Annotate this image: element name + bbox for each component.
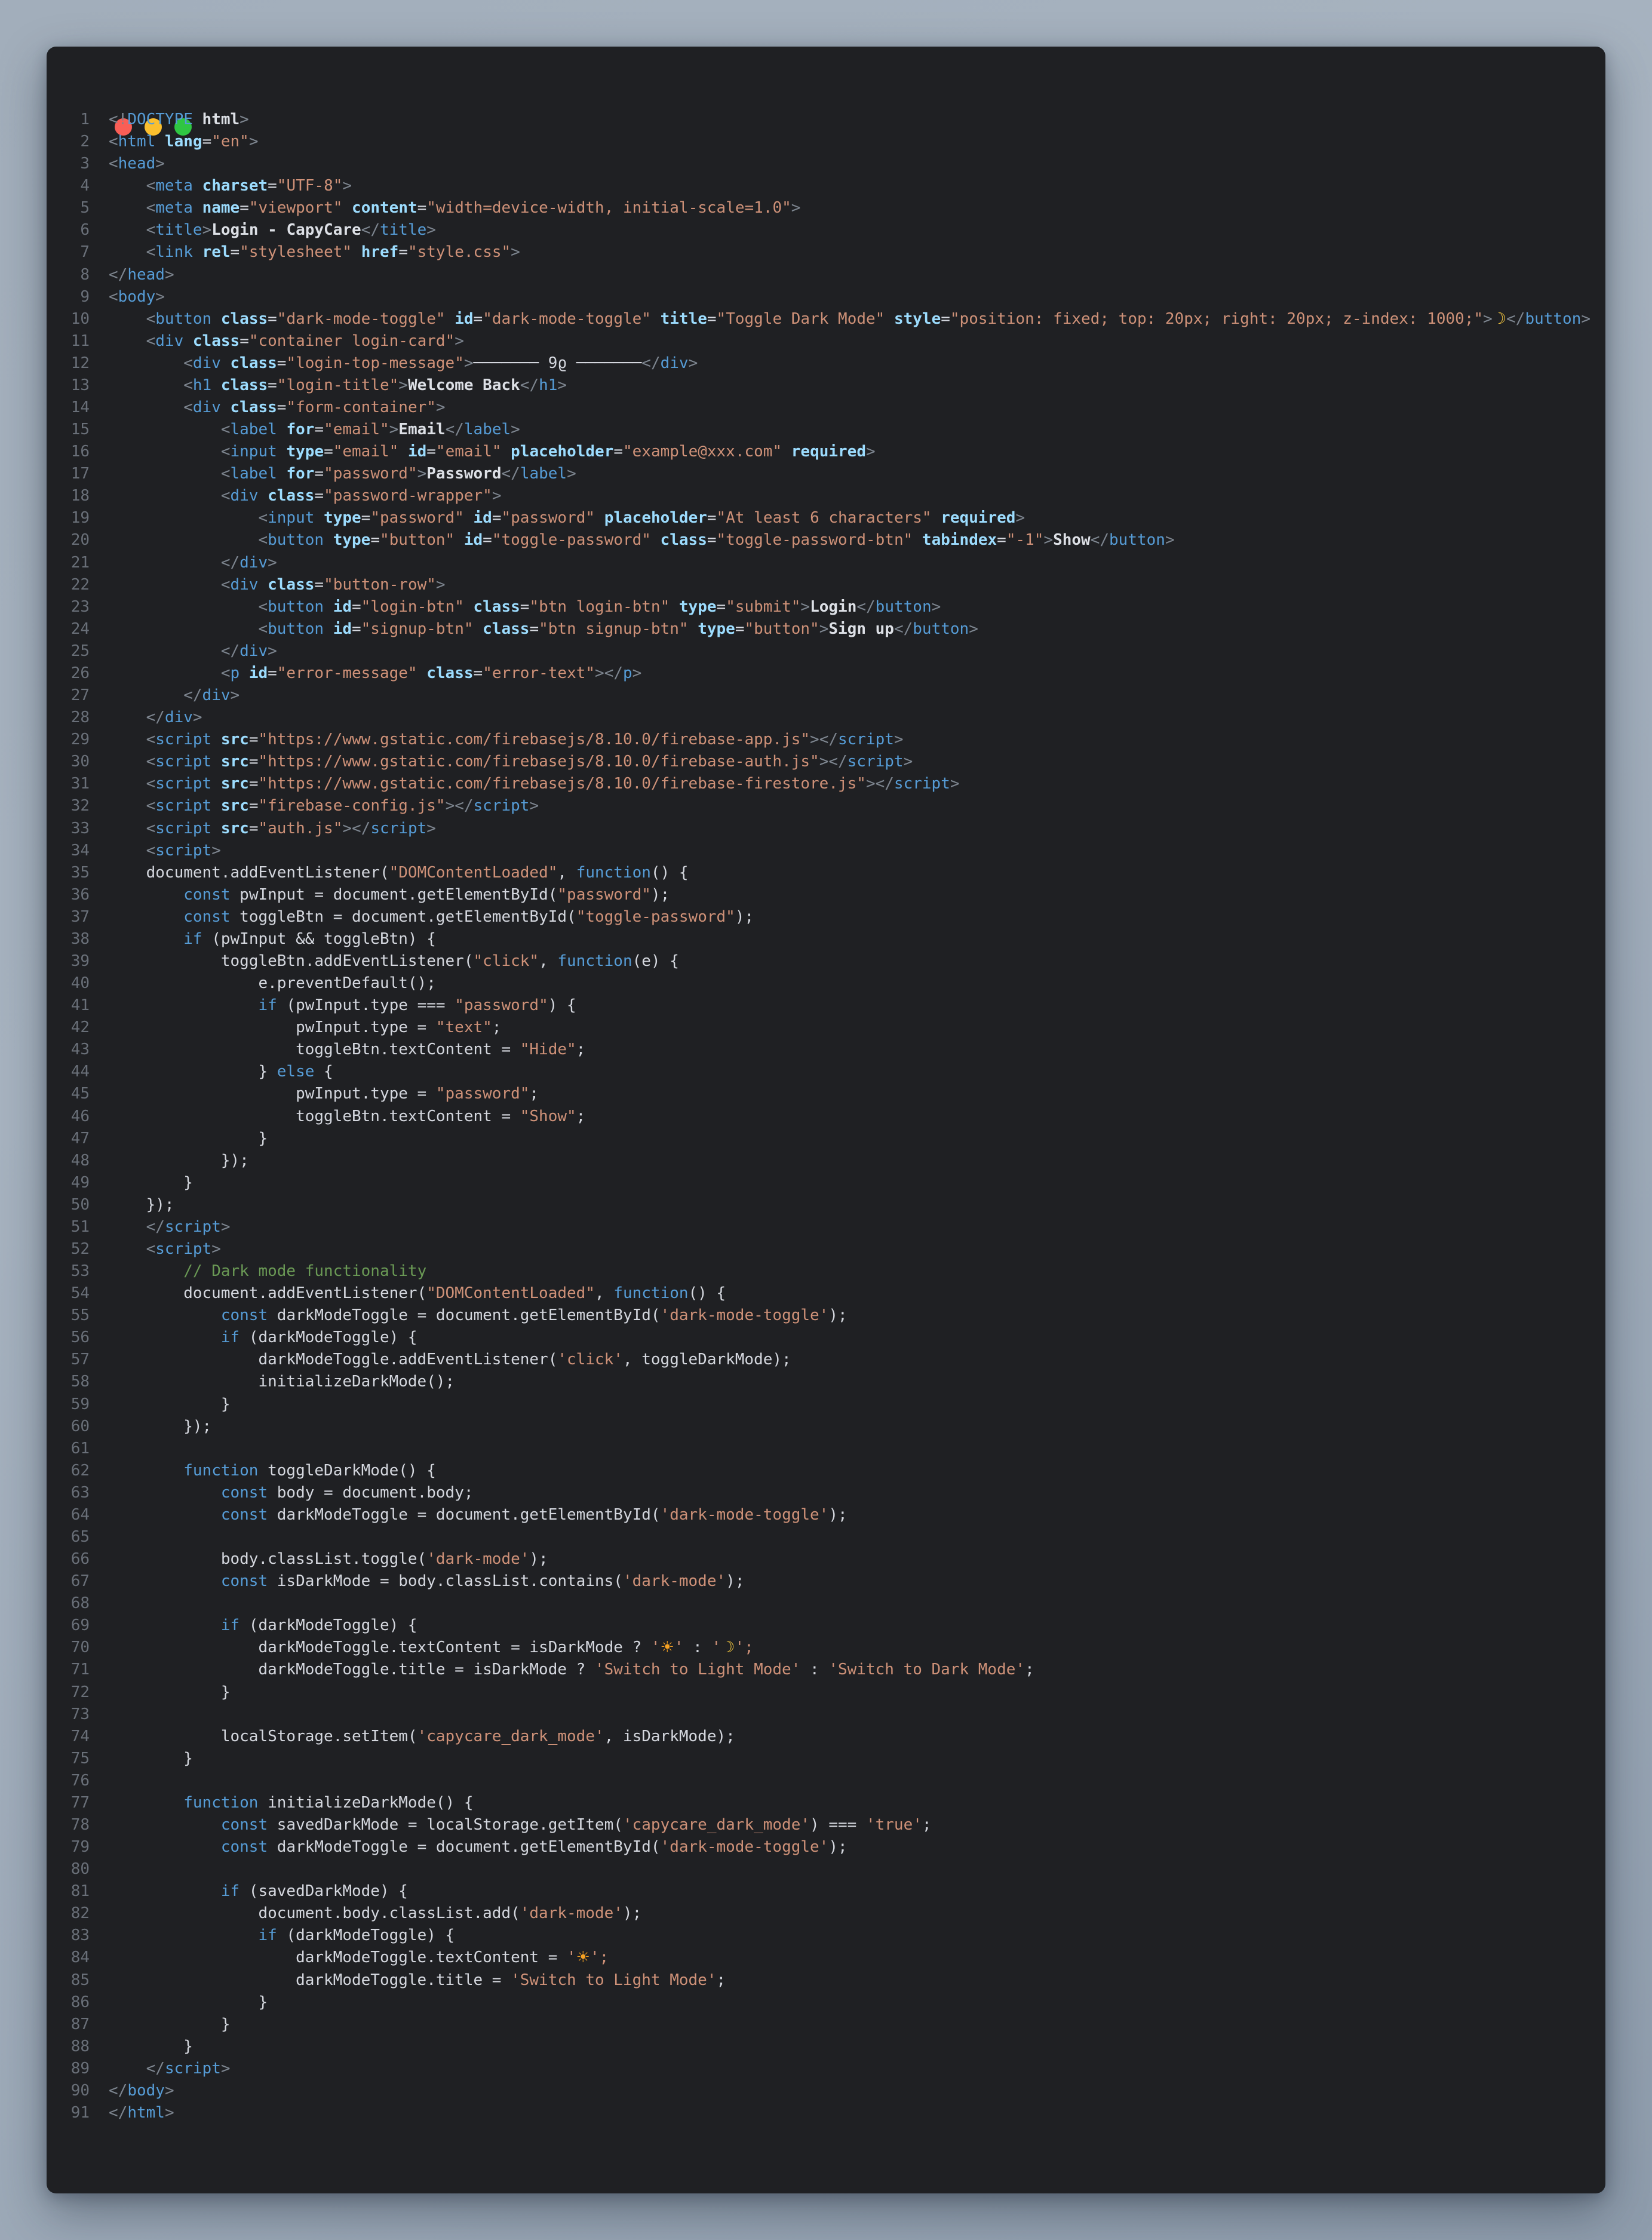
line-number: 2 — [80, 133, 90, 151]
line-number: 80 — [70, 1860, 90, 1879]
line-number: 61 — [70, 1439, 90, 1457]
code-line-content: e.preventDefault(); — [109, 974, 436, 993]
code-line — [47, 1880, 1605, 1903]
moon-icon: ☽ — [1492, 309, 1507, 328]
line-number: 55 — [70, 1306, 90, 1325]
code-line — [47, 1349, 1605, 1371]
code-line-content: function initializeDarkMode() { — [183, 1793, 474, 1812]
code-line-content: const darkModeToggle = document.getElementById('dark-mode-toggle'); — [220, 1505, 848, 1524]
line-number: 6 — [80, 221, 90, 240]
code-line-content: <title>Login - CapyCare</title> — [146, 221, 436, 240]
sun-icon: ☀ — [576, 1949, 590, 1967]
code-line — [47, 574, 1605, 596]
line-number: 24 — [70, 619, 90, 638]
code-line — [47, 795, 1605, 817]
code-line-content: } — [109, 1993, 268, 2011]
line-number: 27 — [70, 686, 90, 705]
line-number: 81 — [70, 1882, 90, 1901]
code-line — [47, 219, 1605, 241]
code-line — [47, 175, 1605, 197]
code-line — [47, 552, 1605, 574]
line-number: 11 — [70, 332, 90, 350]
code-line — [47, 1836, 1605, 1858]
line-number: 12 — [70, 354, 90, 372]
code-line — [47, 1792, 1605, 1814]
code-line-content: <h1 class="login-title">Welcome Back</h1> — [183, 376, 567, 394]
line-number: 82 — [70, 1904, 90, 1923]
code-line-content: if (darkModeToggle) { — [220, 1616, 417, 1635]
line-number: 44 — [70, 1063, 90, 1081]
code-line — [47, 995, 1605, 1017]
code-line-content: const isDarkMode = body.classList.contains('dark-mode'); — [220, 1572, 745, 1591]
code-line — [47, 2036, 1605, 2058]
line-number: 4 — [80, 177, 90, 195]
line-number: 90 — [70, 2081, 90, 2100]
line-number: 60 — [70, 1417, 90, 1435]
code-line — [47, 1194, 1605, 1216]
code-line — [47, 1172, 1605, 1194]
line-number: 23 — [70, 597, 90, 616]
code-line-content: initializeDarkMode(); — [109, 1373, 455, 1391]
code-line-content: <!DOCTYPE html> — [109, 111, 249, 128]
code-line — [47, 1681, 1605, 1704]
window-titlebar — [47, 47, 1605, 112]
line-number: 72 — [70, 1683, 90, 1701]
code-line — [47, 375, 1605, 397]
code-line-content: </head> — [109, 265, 174, 284]
code-line-content: </div> — [146, 708, 202, 727]
code-line — [47, 308, 1605, 330]
line-number: 43 — [70, 1041, 90, 1059]
code-line — [47, 840, 1605, 862]
code-line-content: <meta charset="UTF-8"> — [146, 177, 352, 195]
code-line-content: </html> — [109, 2104, 174, 2122]
code-line — [47, 2014, 1605, 2036]
line-number: 22 — [70, 575, 90, 594]
code-line — [47, 153, 1605, 175]
line-number: 69 — [70, 1616, 90, 1635]
code-line — [47, 1570, 1605, 1592]
line-number: 89 — [70, 2059, 90, 2078]
code-line — [47, 950, 1605, 972]
line-number: 29 — [70, 731, 90, 749]
line-number: 35 — [70, 863, 90, 882]
code-line — [47, 928, 1605, 950]
line-number: 52 — [70, 1239, 90, 1258]
line-number: 28 — [70, 708, 90, 727]
line-number: 87 — [70, 2015, 90, 2033]
code-line-content: <div class="password-wrapper"> — [220, 487, 502, 505]
line-number: 51 — [70, 1217, 90, 1236]
code-line — [47, 1858, 1605, 1880]
code-line — [47, 1726, 1605, 1748]
line-number: 21 — [70, 553, 90, 572]
code-line — [47, 1216, 1605, 1238]
code-line-content: <button id="signup-btn" class="btn signup-btn" type="button">Sign up</button> — [258, 619, 978, 638]
code-line-content: } — [109, 2015, 231, 2033]
code-line-content: if (darkModeToggle) { — [220, 1328, 417, 1347]
line-number: 7 — [80, 243, 90, 262]
code-line-content: if (pwInput.type === "password") { — [258, 996, 576, 1015]
code-line — [47, 1748, 1605, 1770]
code-line-content: } — [109, 2037, 193, 2055]
line-number: 10 — [70, 309, 90, 328]
code-line — [47, 1814, 1605, 1836]
code-line-content: <script> — [146, 841, 221, 860]
code-line — [47, 773, 1605, 795]
code-line — [47, 1925, 1605, 1947]
code-line — [47, 1482, 1605, 1504]
code-line — [47, 1460, 1605, 1482]
code-line-content: const pwInput = document.getElementById("password"); — [183, 885, 670, 904]
line-number: 9 — [80, 287, 90, 306]
line-number: 20 — [70, 531, 90, 550]
code-line-content: <html lang="en"> — [109, 133, 259, 151]
line-number: 26 — [70, 664, 90, 682]
code-line — [47, 1947, 1605, 1969]
code-line — [47, 1770, 1605, 1792]
line-number: 13 — [70, 376, 90, 394]
line-number: 25 — [70, 642, 90, 660]
code-line — [47, 131, 1605, 153]
code-line-content: <input type="password" id="password" placeholder="At least 6 characters" required> — [258, 509, 1025, 527]
line-number: 46 — [70, 1107, 90, 1125]
code-line-content: darkModeToggle.textContent = '☀'; — [109, 1949, 609, 1967]
code-area — [47, 109, 1605, 2124]
line-number: 15 — [70, 421, 90, 439]
code-line — [47, 1260, 1605, 1282]
code-line-content: darkModeToggle.title = isDarkMode ? 'Switch to Light Mode' : 'Switch to Dark Mode'; — [109, 1661, 1034, 1679]
line-number: 83 — [70, 1926, 90, 1945]
line-number: 54 — [70, 1284, 90, 1303]
code-line-content: <script src="https://www.gstatic.com/firebasejs/8.10.0/firebase-auth.js"></script> — [146, 753, 913, 771]
code-line — [47, 1504, 1605, 1526]
code-line — [47, 286, 1605, 308]
code-line-content: darkModeToggle.addEventListener('click', toggleDarkMode); — [109, 1351, 791, 1369]
code-line — [47, 1903, 1605, 1925]
code-line-content: </div> — [220, 642, 277, 660]
line-number: 32 — [70, 797, 90, 815]
line-number: 58 — [70, 1373, 90, 1391]
code-line — [47, 2102, 1605, 2124]
code-line-content: </script> — [146, 1217, 231, 1236]
line-number: 40 — [70, 974, 90, 993]
code-line-content: toggleBtn.textContent = "Hide"; — [109, 1041, 586, 1059]
code-line — [47, 330, 1605, 352]
code-line-content: body.classList.toggle('dark-mode'); — [109, 1550, 548, 1569]
code-line — [47, 507, 1605, 529]
code-line-content: if (savedDarkMode) { — [220, 1882, 408, 1901]
line-number: 49 — [70, 1173, 90, 1192]
code-line-content: }); — [109, 1151, 249, 1170]
code-line — [47, 1017, 1605, 1039]
code-line — [47, 1637, 1605, 1659]
code-line-content: </div> — [183, 686, 240, 705]
code-line-content: } else { — [109, 1063, 333, 1081]
code-line — [47, 1394, 1605, 1416]
line-number: 76 — [70, 1771, 90, 1790]
line-number: 85 — [70, 1971, 90, 1989]
code-line-content: document.body.classList.add('dark-mode'); — [109, 1904, 642, 1923]
code-line-content: localStorage.setItem('capycare_dark_mode', isDarkMode); — [109, 1727, 735, 1745]
line-number: 68 — [70, 1594, 90, 1613]
code-line — [47, 441, 1605, 463]
code-line — [47, 197, 1605, 219]
line-number: 73 — [70, 1705, 90, 1723]
code-line — [47, 1704, 1605, 1726]
line-number: 1 — [80, 111, 90, 128]
line-number: 88 — [70, 2037, 90, 2055]
code-line-content: </body> — [109, 2081, 174, 2100]
line-number: 79 — [70, 1838, 90, 1857]
code-line-content: const savedDarkMode = localStorage.getItem('capycare_dark_mode') === 'true'; — [220, 1816, 932, 1834]
line-number: 42 — [70, 1018, 90, 1037]
code-line — [47, 463, 1605, 485]
code-line — [47, 1150, 1605, 1172]
code-line-content: } — [109, 1173, 193, 1192]
line-number: 18 — [70, 487, 90, 505]
code-line-content: } — [109, 1129, 268, 1147]
line-number: 45 — [70, 1085, 90, 1103]
line-number: 5 — [80, 199, 90, 217]
code-line-content: <div class="container login-card"> — [146, 332, 464, 350]
code-line — [47, 1039, 1605, 1061]
code-line-content: <button class="dark-mode-toggle" id="dark-mode-toggle" title="Toggle Dark Mode" style="position: fixed; top: 20px; right: 20px; z-index: 1000;">☽</button> — [146, 309, 1591, 328]
code-line — [47, 1061, 1605, 1083]
code-line-content: }); — [109, 1417, 212, 1435]
code-line — [47, 1282, 1605, 1305]
code-line — [47, 485, 1605, 507]
code-line-content: toggleBtn.addEventListener("click", function(e) { — [109, 952, 679, 970]
code-line-content: pwInput.type = "password"; — [109, 1085, 539, 1103]
code-line — [47, 1128, 1605, 1150]
sun-icon: ☀ — [660, 1638, 674, 1657]
line-number: 59 — [70, 1395, 90, 1413]
line-number: 39 — [70, 952, 90, 970]
code-line-content: if (darkModeToggle) { — [258, 1926, 455, 1945]
line-number: 47 — [70, 1129, 90, 1147]
line-number: 84 — [70, 1949, 90, 1967]
code-line-content: function toggleDarkMode() { — [183, 1461, 436, 1480]
line-number: 71 — [70, 1661, 90, 1679]
line-number: 38 — [70, 929, 90, 948]
line-number: 48 — [70, 1151, 90, 1170]
line-number: 91 — [70, 2104, 90, 2122]
code-line-content: <head> — [109, 155, 165, 173]
line-number: 31 — [70, 775, 90, 793]
code-line — [47, 640, 1605, 662]
line-number: 37 — [70, 907, 90, 926]
code-line-content: const darkModeToggle = document.getElementById('dark-mode-toggle'); — [220, 1306, 848, 1325]
code-line — [47, 1548, 1605, 1570]
code-line — [47, 419, 1605, 441]
code-line — [47, 729, 1605, 751]
line-number: 75 — [70, 1749, 90, 1768]
code-line — [47, 352, 1605, 375]
code-line-content: document.addEventListener("DOMContentLoaded", function() { — [109, 1284, 726, 1303]
code-line-content: darkModeToggle.textContent = isDarkMode ? '☀' : '☽'; — [109, 1638, 754, 1657]
code-line — [47, 397, 1605, 419]
line-number: 57 — [70, 1351, 90, 1369]
code-line — [47, 1106, 1605, 1128]
code-line-content: const toggleBtn = document.getElementById("toggle-password"); — [183, 907, 754, 926]
code-line — [47, 1592, 1605, 1615]
code-line — [47, 618, 1605, 640]
line-number: 78 — [70, 1816, 90, 1834]
code-line-content: <div class="login-top-message">─────── 9ϱ ───────</div> — [183, 354, 698, 372]
code-line — [47, 818, 1605, 840]
code-line — [47, 1416, 1605, 1438]
code-line — [47, 884, 1605, 906]
code-line — [47, 241, 1605, 263]
code-line — [47, 1238, 1605, 1260]
code-editor-window — [47, 47, 1605, 2193]
line-number: 86 — [70, 1993, 90, 2011]
code-line — [47, 1305, 1605, 1327]
code-line-content: <label for="password">Password</label> — [220, 465, 576, 483]
code-line-content: darkModeToggle.title = 'Switch to Light Mode'; — [109, 1971, 726, 1989]
code-line-content: <input type="email" id="email" placeholder="example@xxx.com" required> — [220, 443, 876, 461]
code-line-content: <script src="https://www.gstatic.com/firebasejs/8.10.0/firebase-app.js"></script> — [146, 731, 904, 749]
code-line-content: // Dark mode functionality — [183, 1262, 427, 1281]
code-line — [47, 1969, 1605, 1992]
code-line-content: <div class="button-row"> — [220, 575, 446, 594]
code-line — [47, 662, 1605, 685]
code-line — [47, 1615, 1605, 1637]
line-number: 19 — [70, 509, 90, 527]
code-line-content: <body> — [109, 287, 165, 306]
code-line-content: <button type="button" id="toggle-password" class="toggle-password-btn" tabindex="-1">Show</button> — [258, 531, 1175, 550]
line-number: 17 — [70, 465, 90, 483]
code-line-content: <link rel="stylesheet" href="style.css"> — [146, 243, 520, 262]
code-line-content: <label for="email">Email</label> — [220, 421, 520, 439]
code-line — [47, 751, 1605, 773]
line-number: 30 — [70, 753, 90, 771]
line-number: 74 — [70, 1727, 90, 1745]
code-line-content: } — [109, 1749, 193, 1768]
code-line-content: } — [109, 1683, 231, 1701]
line-number: 8 — [80, 265, 90, 284]
code-line-content: }); — [109, 1195, 174, 1214]
code-line-content: document.addEventListener("DOMContentLoaded", function() { — [109, 863, 689, 882]
line-number: 33 — [70, 819, 90, 837]
line-number: 56 — [70, 1328, 90, 1347]
code-line-content: <div class="form-container"> — [183, 398, 446, 417]
code-line-content: toggleBtn.textContent = "Show"; — [109, 1107, 586, 1125]
line-number: 67 — [70, 1572, 90, 1591]
code-line-content: <script src="auth.js"></script> — [146, 819, 436, 837]
code-line — [47, 2058, 1605, 2080]
code-line — [47, 707, 1605, 729]
code-line — [47, 685, 1605, 707]
code-line-content: <p id="error-message" class="error-text"></p> — [220, 664, 642, 682]
line-number: 53 — [70, 1262, 90, 1281]
code-line — [47, 596, 1605, 618]
code-line-content: } — [109, 1395, 231, 1413]
code-line-content: <button id="login-btn" class="btn login-btn" type="submit">Login</button> — [258, 597, 941, 616]
code-line — [47, 1659, 1605, 1681]
code-line — [47, 972, 1605, 995]
code-line-content: const darkModeToggle = document.getElementById('dark-mode-toggle'); — [220, 1838, 848, 1857]
code-line — [47, 1992, 1605, 2014]
code-line — [47, 109, 1605, 131]
code-line-content: if (pwInput && toggleBtn) { — [183, 929, 436, 948]
line-number: 16 — [70, 443, 90, 461]
code-line-content: </script> — [146, 2059, 231, 2078]
code-line — [47, 264, 1605, 286]
line-number: 41 — [70, 996, 90, 1015]
code-line — [47, 1083, 1605, 1105]
line-number: 3 — [80, 155, 90, 173]
line-number: 36 — [70, 885, 90, 904]
code-line — [47, 2080, 1605, 2102]
code-line — [47, 1327, 1605, 1349]
moon-icon: ☽ — [721, 1638, 735, 1657]
code-line-content: </div> — [220, 553, 277, 572]
code-line-content: <script src="firebase-config.js"></script> — [146, 797, 539, 815]
code-line — [47, 1526, 1605, 1548]
line-number: 70 — [70, 1638, 90, 1657]
line-number: 77 — [70, 1793, 90, 1812]
code-line-content: const body = document.body; — [220, 1483, 474, 1502]
code-line-content: <script> — [146, 1239, 221, 1258]
line-number: 66 — [70, 1550, 90, 1569]
code-line — [47, 1438, 1605, 1460]
code-line-content: <script src="https://www.gstatic.com/firebasejs/8.10.0/firebase-firestore.js"></script> — [146, 775, 960, 793]
code-line-content: pwInput.type = "text"; — [109, 1018, 502, 1037]
code-line — [47, 529, 1605, 551]
code-line — [47, 906, 1605, 928]
line-number: 64 — [70, 1505, 90, 1524]
code-line — [47, 862, 1605, 884]
line-number: 62 — [70, 1461, 90, 1480]
line-number: 63 — [70, 1483, 90, 1502]
code-line-content: <meta name="viewport" content="width=device-width, initial-scale=1.0"> — [146, 199, 801, 217]
line-number: 50 — [70, 1195, 90, 1214]
line-number: 14 — [70, 398, 90, 417]
code-line — [47, 1371, 1605, 1393]
line-number: 65 — [70, 1528, 90, 1546]
line-number: 34 — [70, 841, 90, 860]
